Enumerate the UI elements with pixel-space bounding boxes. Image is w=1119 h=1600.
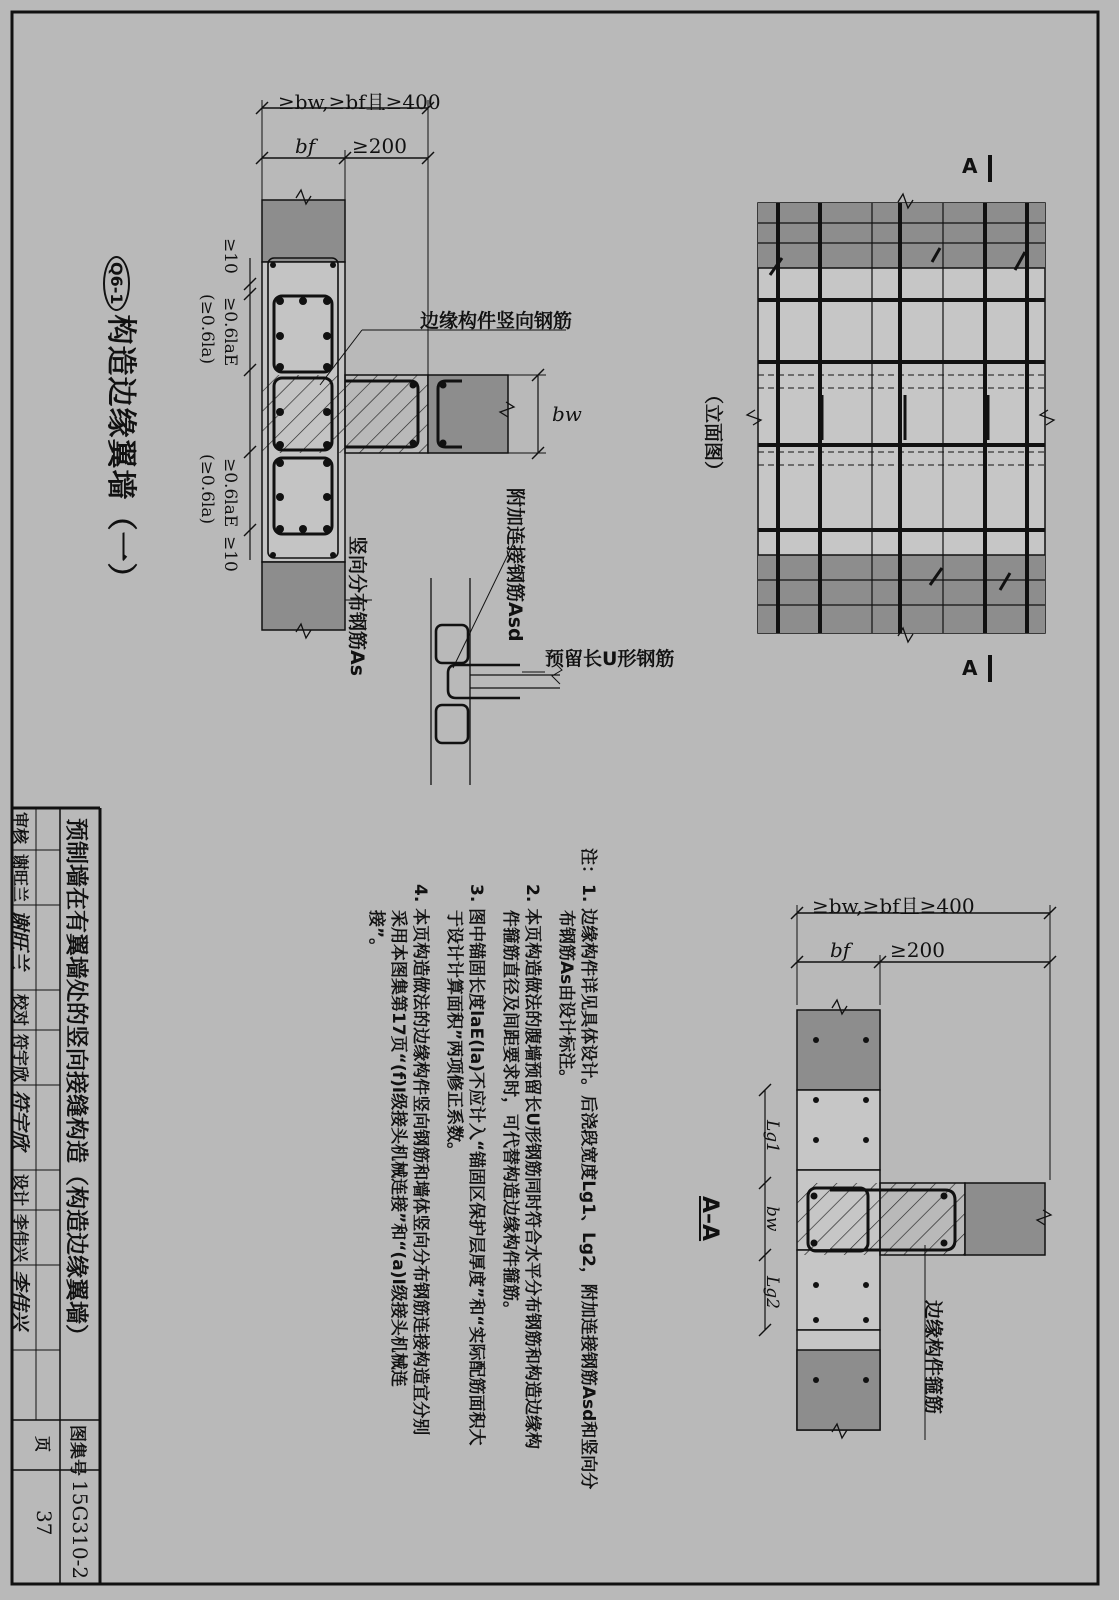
label-elevation: （立面图） (702, 385, 724, 481)
section-aa-title: A–A (697, 1196, 722, 1242)
note-3a: 3. 图中锚固长度laE(la)不应计入“锚固区保护层厚度”和“实际配筋面积大 (466, 884, 486, 1446)
dim-bw: bw (552, 402, 582, 426)
dim-total: ≥bw,≥bf且≥400 (278, 90, 441, 114)
notes-heading: 注： (578, 848, 598, 882)
aa-dim-200: ≥200 (890, 938, 945, 962)
review-label: 审核 (11, 812, 30, 845)
section-aa (759, 905, 1056, 1440)
dim-la-top: (≥0.6la) (197, 294, 217, 365)
label-reserved-u: 预留长U形钢筋 (545, 648, 675, 670)
dim-lg1: Lg1 (762, 1120, 782, 1153)
dim-ge10-bottom: ≥10 (220, 536, 240, 572)
dim-lae-bottom: ≥0.6laE (220, 458, 240, 528)
dim-lg2: Lg2 (762, 1276, 782, 1309)
reviewer-signature: 谢旺兰 (8, 910, 32, 970)
check-label: 校对 (11, 994, 30, 1027)
checker-signature: 符宇欣 (8, 1090, 32, 1150)
label-edge-vertical-rebar: 边缘构件竖向钢筋 (420, 310, 573, 332)
aa-dim-bf: bf (830, 938, 851, 962)
dim-la-bottom: (≥0.6la) (197, 454, 217, 525)
detail-code-badge: Q6-1 (103, 256, 130, 311)
dim-bf: bf (295, 134, 316, 158)
label-add-connect-rebar: 附加连接钢筋Asd (504, 488, 526, 642)
note-4b: 采用本图集第17页“(f)Ⅰ级接头机械连接”和“(a)Ⅰ级接头机械连 (388, 910, 408, 1387)
dim-ge10-top: ≥10 (220, 238, 240, 274)
designer-signature: 李伟兴 (8, 1270, 32, 1330)
reviewer-name: 谢旺兰 (11, 854, 30, 903)
note-2b: 件箍筋直径及间距要求时，可代替构造边缘构件箍筋。 (500, 910, 520, 1318)
u-rebar-detail (431, 540, 562, 785)
note-4c: 接”。 (366, 910, 386, 956)
elevation-view (747, 155, 1054, 682)
design-label: 设计 (11, 1174, 30, 1207)
note-4a: 4. 本页构造做法的边缘构件竖向钢筋和墙体竖向分布钢筋连接构造宜分别 (410, 884, 430, 1436)
label-wall-vertical-rebar: 竖向分布钢筋As (346, 536, 368, 677)
aa-dim-total: ≥bw,≥bf且≥400 (812, 894, 975, 918)
section-mark-bottom: A (962, 656, 978, 680)
dim-200: ≥200 (352, 134, 407, 158)
drawing-title: 预制墙在有翼墙处的竖向接缝构造（构造边缘翼墙） (63, 818, 89, 1347)
note-1b: 布钢筋As由设计标注。 (556, 910, 576, 1087)
note-3b: 于设计计算面积”两项修正系数。 (444, 910, 464, 1160)
note-1a: 1. 边缘构件详见具体设计。后浇段宽度Lg1、Lg2，附加连接钢筋Asd和竖向分 (578, 884, 598, 1490)
page-label: 页 (33, 1436, 52, 1453)
detail-title (102, 256, 146, 594)
checker-name: 符宇欣 (11, 1034, 30, 1083)
designer-name: 李伟兴 (11, 1214, 30, 1263)
atlas-label: 图集号 (67, 1425, 87, 1476)
page-number: 37 (32, 1510, 56, 1536)
atlas-number: 15G310-2 (68, 1480, 92, 1580)
section-mark-top: A (962, 154, 978, 178)
aa-dim-bw: bw (762, 1206, 782, 1232)
dim-lae-top: ≥0.6laE (220, 297, 240, 367)
label-edge-stirrup: 边缘构件箍筋 (922, 1300, 944, 1415)
detail-title-text: 构造边缘翼墙（一） (103, 314, 138, 594)
note-2a: 2. 本页构造做法的腹墙预留长U形钢筋同时符合水平分布钢筋和构造边缘构 (522, 884, 542, 1450)
